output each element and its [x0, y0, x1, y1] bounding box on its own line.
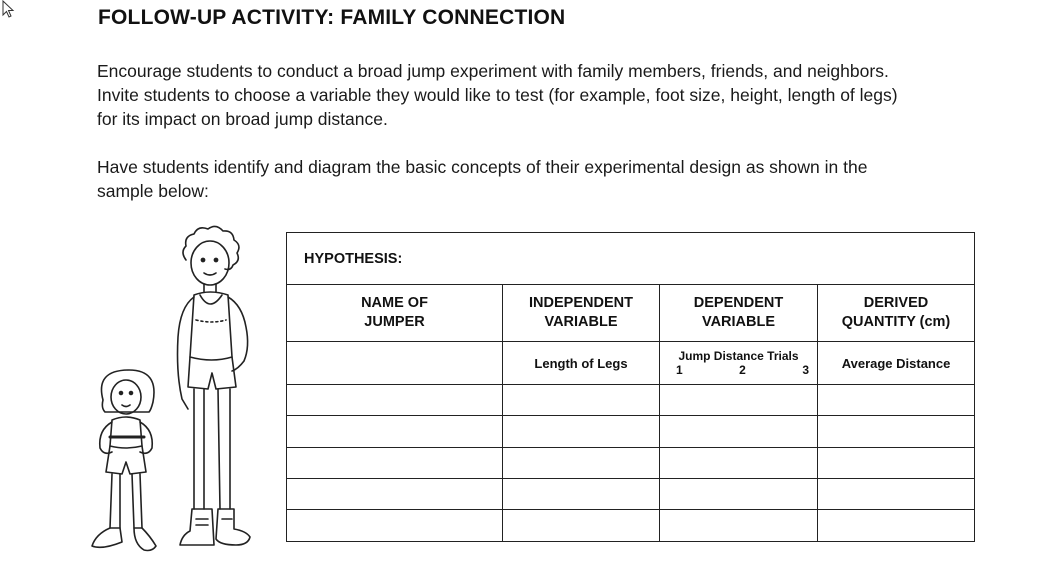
blank-cell [818, 385, 975, 416]
table-row [287, 416, 975, 448]
paragraph-line: Have students identify and diagram the basic concepts of their experimental design as shown in the [97, 157, 868, 177]
sample-derived-cell: Average Distance [818, 342, 975, 385]
blank-cell [818, 510, 975, 542]
header-derived-quantity [818, 285, 975, 342]
blank-cell [503, 448, 660, 479]
blank-cell [287, 510, 503, 542]
blank-cell [503, 416, 660, 448]
blank-cell [287, 479, 503, 510]
paragraph-line: sample below: [97, 181, 209, 201]
trial-number: 2 [739, 363, 746, 377]
header-independent-variable [503, 285, 660, 342]
header-line: DERIVED [863, 295, 929, 311]
children-illustration [70, 215, 285, 580]
header-line: QUANTITY (cm) [841, 314, 951, 330]
blank-cell [287, 385, 503, 416]
blank-cell [660, 510, 818, 542]
cursor-arrow-icon [2, 0, 18, 20]
header-dependent-variable [660, 285, 818, 342]
header-line: VARIABLE [544, 314, 618, 330]
table-row [287, 510, 975, 542]
sample-row [287, 342, 975, 385]
header-line: JUMPER [364, 314, 425, 330]
instructions-paragraph [97, 59, 977, 131]
blank-cell [818, 479, 975, 510]
table-row [287, 385, 975, 416]
blank-cell [287, 448, 503, 479]
header-row [287, 285, 975, 342]
header-line: NAME OF [361, 295, 428, 311]
sample-independent-cell: Length of Legs [503, 342, 660, 385]
blank-cell [503, 510, 660, 542]
header-name-of-jumper [287, 285, 503, 342]
blank-cell [503, 385, 660, 416]
blank-cell [660, 479, 818, 510]
experimental-design-table [286, 232, 975, 542]
table-row [287, 448, 975, 479]
design-paragraph [97, 155, 957, 203]
blank-cell [287, 416, 503, 448]
trial-number: 3 [802, 363, 809, 377]
blank-cell [660, 385, 818, 416]
paragraph-line: Invite students to choose a variable they would like to test (for example, foot size, height, length of legs) [97, 85, 898, 105]
header-line: VARIABLE [701, 314, 776, 330]
hypothesis-label: HYPOTHESIS: [287, 233, 975, 285]
paragraph-line: for its impact on broad jump distance. [97, 109, 388, 129]
paragraph-line: Encourage students to conduct a broad jump experiment with family members, friends, and neighbors. [97, 61, 889, 81]
header-line: DEPENDENT [693, 295, 784, 311]
trial-numbers [660, 363, 817, 377]
header-line: INDEPENDENT [529, 295, 633, 311]
blank-cell [660, 416, 818, 448]
trials-heading: Jump Distance Trials [678, 349, 799, 363]
table-row [287, 479, 975, 510]
blank-cell [660, 448, 818, 479]
sample-dependent-cell [660, 342, 818, 385]
sample-name-cell [287, 342, 503, 385]
blank-cell [503, 479, 660, 510]
page-title: FOLLOW-UP ACTIVITY: FAMILY CONNECTION [98, 6, 566, 29]
blank-cell [818, 448, 975, 479]
blank-cell [818, 416, 975, 448]
trial-number: 1 [676, 363, 683, 377]
